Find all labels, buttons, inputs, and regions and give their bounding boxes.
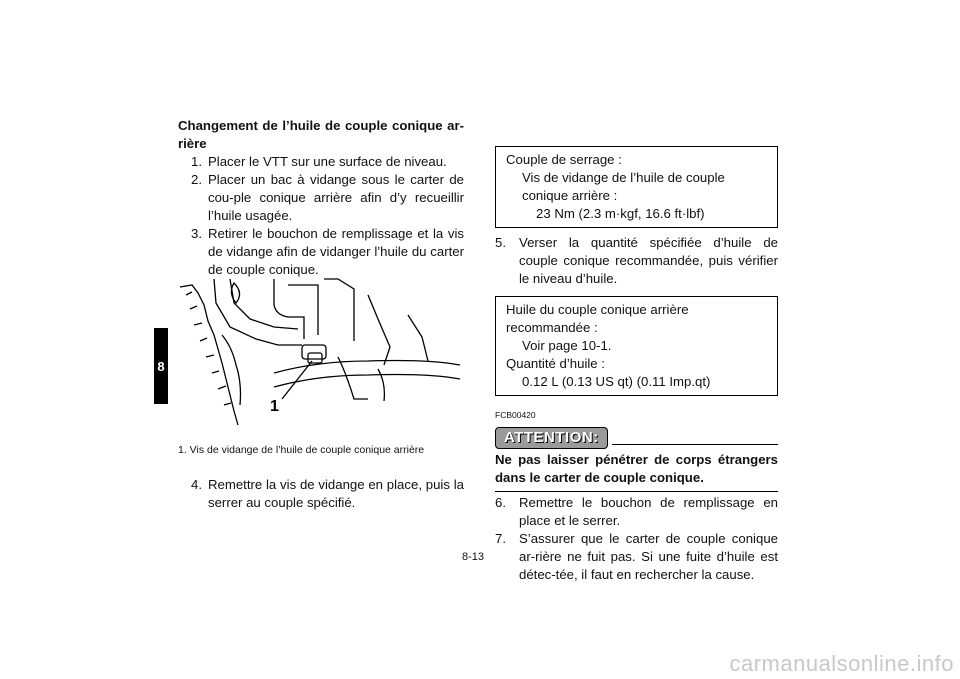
step-1 — [178, 153, 464, 171]
page-number: 8-13 — [462, 551, 485, 563]
figure-callout-number: 1 — [270, 398, 279, 415]
divider — [495, 491, 778, 492]
step-text: S’assurer que le carter de couple conique ar-rière ne fuit pas. Si une fuite d’huile est détec-tée, il faut en rechercher la cause. — [519, 531, 778, 582]
oil-quantity-value: 0.12 L (0.13 US qt) (0.11 Imp.qt) — [522, 374, 711, 389]
left-column — [178, 117, 464, 279]
step-text: Placer un bac à vidange sous le carter de cou-ple conique arrière afin d’y recueillir l’huile usagée. — [208, 172, 464, 223]
attention-rule — [612, 444, 778, 445]
step-text: Remettre la vis de vidange en place, puis la serrer au couple spécifié. — [208, 477, 464, 510]
chapter-tab: 8 — [154, 328, 168, 404]
torque-value: 23 Nm (2.3 m·kgf, 16.6 ft·lbf) — [536, 206, 705, 221]
drain-bolt-illustration — [178, 275, 462, 430]
right-column — [495, 146, 778, 584]
step-3 — [178, 225, 464, 279]
step-number: 1. — [191, 154, 202, 169]
oil-title: Huile du couple conique arrière recommandée : — [506, 302, 689, 335]
figure-caption: 1. Vis de vidange de l’huile de couple conique arrière — [178, 444, 425, 456]
step-text: Remettre le bouchon de remplissage en place et le serrer. — [519, 495, 778, 528]
step-text: Placer le VTT sur une surface de niveau. — [208, 154, 447, 169]
step-7 — [495, 530, 778, 584]
torque-item: Vis de vidange de l’huile de couple conique arrière : — [522, 170, 725, 203]
step-number: 5. — [495, 235, 506, 250]
section-heading: Changement de l’huile de couple conique ar-rière — [178, 118, 464, 151]
oil-quantity-label: Quantité d’huile : — [506, 356, 605, 371]
left-column-lower — [178, 476, 464, 512]
oil-reference: Voir page 10-1. — [522, 338, 612, 353]
watermark: carmanualsonline.info — [729, 651, 954, 676]
attention-badge: ATTENTION: — [495, 427, 608, 449]
step-number: 3. — [191, 226, 202, 241]
torque-title: Couple de serrage : — [506, 152, 622, 167]
step-number: 4. — [191, 477, 202, 492]
attention-warning: Ne pas laisser pénétrer de corps étrangers dans le carter de couple conique. — [495, 452, 778, 485]
oil-spec-box — [495, 296, 778, 396]
step-6 — [495, 494, 778, 530]
attention-header — [495, 427, 778, 449]
step-5 — [495, 234, 778, 288]
torque-spec-box — [495, 146, 778, 228]
step-text: Retirer le bouchon de remplissage et la vis de vidange afin de vidanger l’huile du carter de couple conique. — [208, 226, 464, 277]
step-number: 7. — [495, 531, 506, 546]
step-4 — [178, 476, 464, 512]
step-text: Verser la quantité spécifiée d’huile de couple conique recommandée, puis vérifier le niveau d’huile. — [519, 235, 778, 286]
section-code: FCB00420 — [495, 410, 536, 420]
step-number: 2. — [191, 172, 202, 187]
step-number: 6. — [495, 495, 506, 510]
step-2 — [178, 171, 464, 225]
